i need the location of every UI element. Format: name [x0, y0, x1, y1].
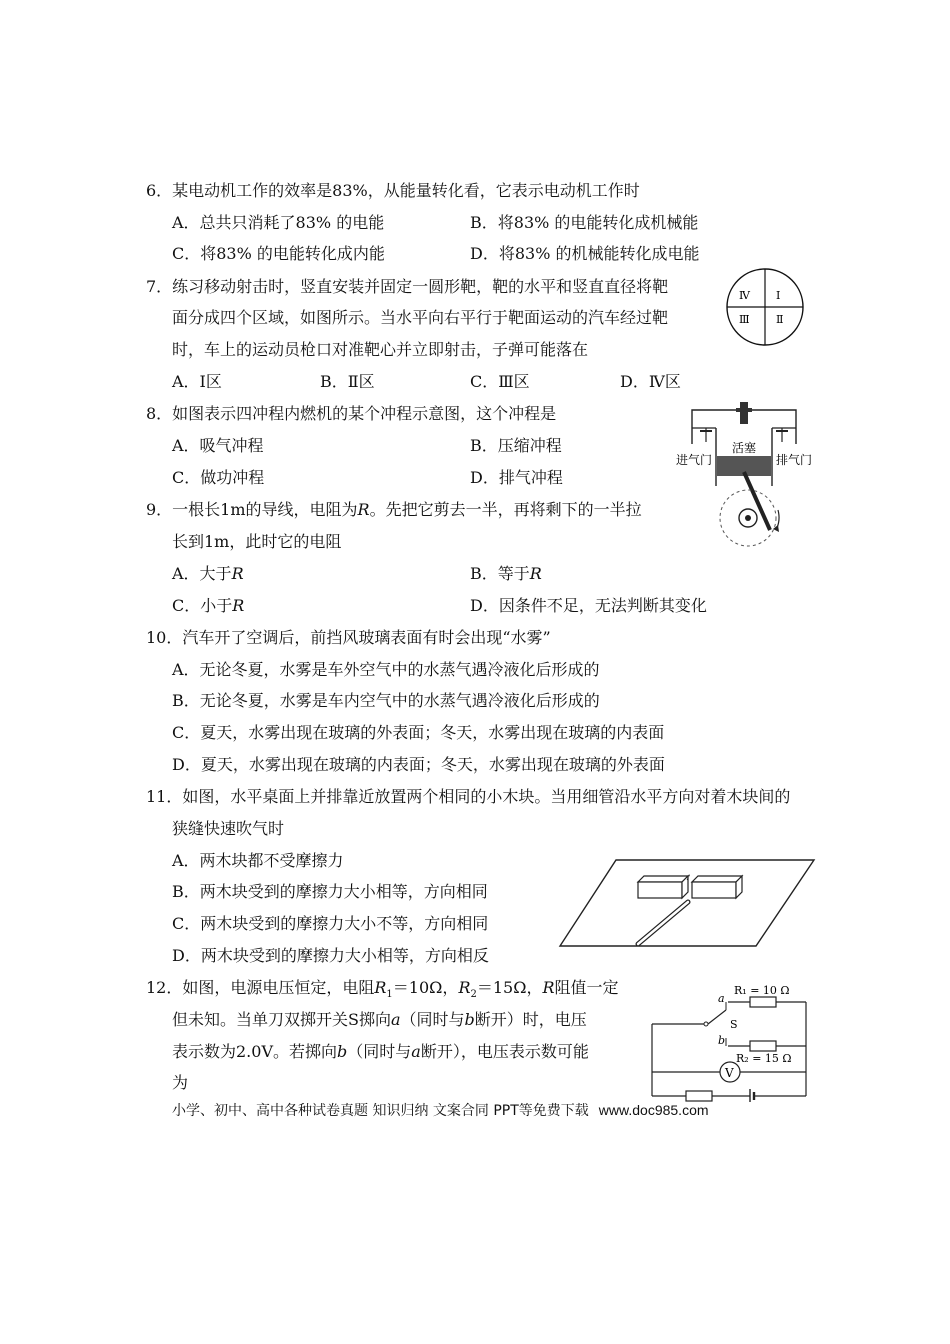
q9-option-c: C．小于R: [172, 596, 245, 615]
q8-piston-label: 活塞: [732, 441, 757, 455]
q12-stem-line1: 12．如图，电源电压恒定，电阻$R_1=10\Omega$，$R_2=15\Omega$，R阻值一定: [146, 978, 619, 1001]
q9-option-d: D．因条件不足，无法判断其变化: [470, 596, 707, 615]
q6-option-b: B．将83% 的电能转化成机械能: [470, 213, 699, 232]
q7-stem-line3: 时，车上的运动员枪口对准靶心并立即射击，子弹可能落在: [172, 340, 589, 359]
q11-stem-line2: 狭缝快速吹气时: [172, 819, 285, 838]
q6-stem: 6．某电动机工作的效率是83%，从能量转化看，它表示电动机工作时: [146, 181, 640, 200]
q7-option-c: C．Ⅲ区: [470, 372, 530, 391]
q12-r1-label: R₁ = 10 Ω: [734, 984, 790, 997]
q11-option-a: A．两木块都不受摩擦力: [172, 851, 344, 870]
q7-target-label-3: Ⅲ: [739, 313, 750, 326]
q7-target-label-4: Ⅳ: [739, 289, 750, 302]
q10-option-a: A．无论冬夏，水雾是车外空气中的水蒸气遇冷液化后形成的: [172, 660, 600, 679]
footer-banner: [172, 1100, 709, 1120]
q8-engine-figure: [672, 398, 822, 548]
q12-voltmeter-label: V: [725, 1066, 734, 1080]
q12-circuit-figure: [646, 980, 812, 1102]
q12-b-label: b: [718, 1034, 726, 1047]
q10-option-b: B．无论冬夏，水雾是车内空气中的水蒸气遇冷液化后形成的: [172, 691, 600, 710]
q6-option-c: C．将83% 的电能转化成内能: [172, 244, 385, 263]
q7-option-b: B．Ⅱ区: [320, 372, 375, 391]
q6-option-a: A．总共只消耗了83% 的电能: [172, 213, 385, 232]
q7-option-d: D．Ⅳ区: [620, 372, 681, 391]
q11-blocks-figure: [556, 854, 818, 952]
q12-a-label: a: [718, 992, 725, 1005]
q12-stem-line2: 但未知。当单刀双掷开关S掷向a（同时与b断开）时，电压: [172, 1010, 587, 1029]
q10-option-c: C．夏天，水雾出现在玻璃的外表面；冬天，水雾出现在玻璃的内表面: [172, 723, 665, 742]
q7-target-label-2: Ⅱ: [776, 313, 784, 326]
footer-text: 小学、初中、高中各种试卷真题 知识归纳 文案合同 PPT等免费下载: [172, 1103, 589, 1119]
q11-option-d: D．两木块受到的摩擦力大小相等，方向相反: [172, 946, 489, 965]
q12-r2-label: R₂ = 15 Ω: [736, 1052, 792, 1065]
q8-option-d: D．排气冲程: [470, 468, 563, 487]
q9-option-b: B．等于R: [470, 564, 542, 583]
footer-site-link[interactable]: www.doc985.com: [598, 1102, 709, 1118]
q10-stem: 10．汽车开了空调后，前挡风玻璃表面有时会出现“水雾”: [146, 628, 551, 647]
q11-stem-line1: 11．如图，水平桌面上并排靠近放置两个相同的小木块。当用细管沿水平方向对着木块间的: [146, 787, 791, 806]
q7-target-figure: [724, 266, 806, 348]
q8-option-c: C．做功冲程: [172, 468, 265, 487]
q10-option-d: D．夏天，水雾出现在玻璃的内表面；冬天，水雾出现在玻璃的外表面: [172, 755, 665, 774]
q12-switch-label: S: [730, 1018, 738, 1031]
q7-option-a: A．Ⅰ区: [172, 372, 222, 391]
q7-target-label-1: Ⅰ: [776, 289, 781, 302]
q9-stem-line1: 9．一根长1m的导线，电阻为R。先把它剪去一半，再将剩下的一半拉: [146, 500, 642, 519]
q8-exhaust-label: 排气门: [776, 453, 813, 467]
q8-option-b: B．压缩冲程: [470, 436, 562, 455]
q8-stem: 8．如图表示四冲程内燃机的某个冲程示意图，这个冲程是: [146, 404, 557, 423]
q11-option-c: C．两木块受到的摩擦力大小不等，方向相同: [172, 914, 489, 933]
q12-stem-line4: 为: [172, 1073, 189, 1092]
q7-stem-line1: 7．练习移动射击时，竖直安装并固定一圆形靶，靶的水平和竖直直径将靶: [146, 277, 669, 296]
q8-intake-label: 进气门: [676, 453, 713, 467]
q7-stem-line2: 面分成四个区域，如图所示。当水平向右平行于靶面运动的汽车经过靶: [172, 308, 669, 327]
q11-option-b: B．两木块受到的摩擦力大小相等，方向相同: [172, 882, 488, 901]
q9-stem-line2: 长到1m，此时它的电阻: [172, 532, 342, 551]
q6-option-d: D．将83% 的机械能转化成电能: [470, 244, 700, 263]
q8-option-a: A．吸气冲程: [172, 436, 264, 455]
q9-option-a: A．大于R: [172, 564, 244, 583]
q12-stem-line3: 表示数为2.0V。若掷向b（同时与a断开），电压表示数可能: [172, 1042, 589, 1061]
